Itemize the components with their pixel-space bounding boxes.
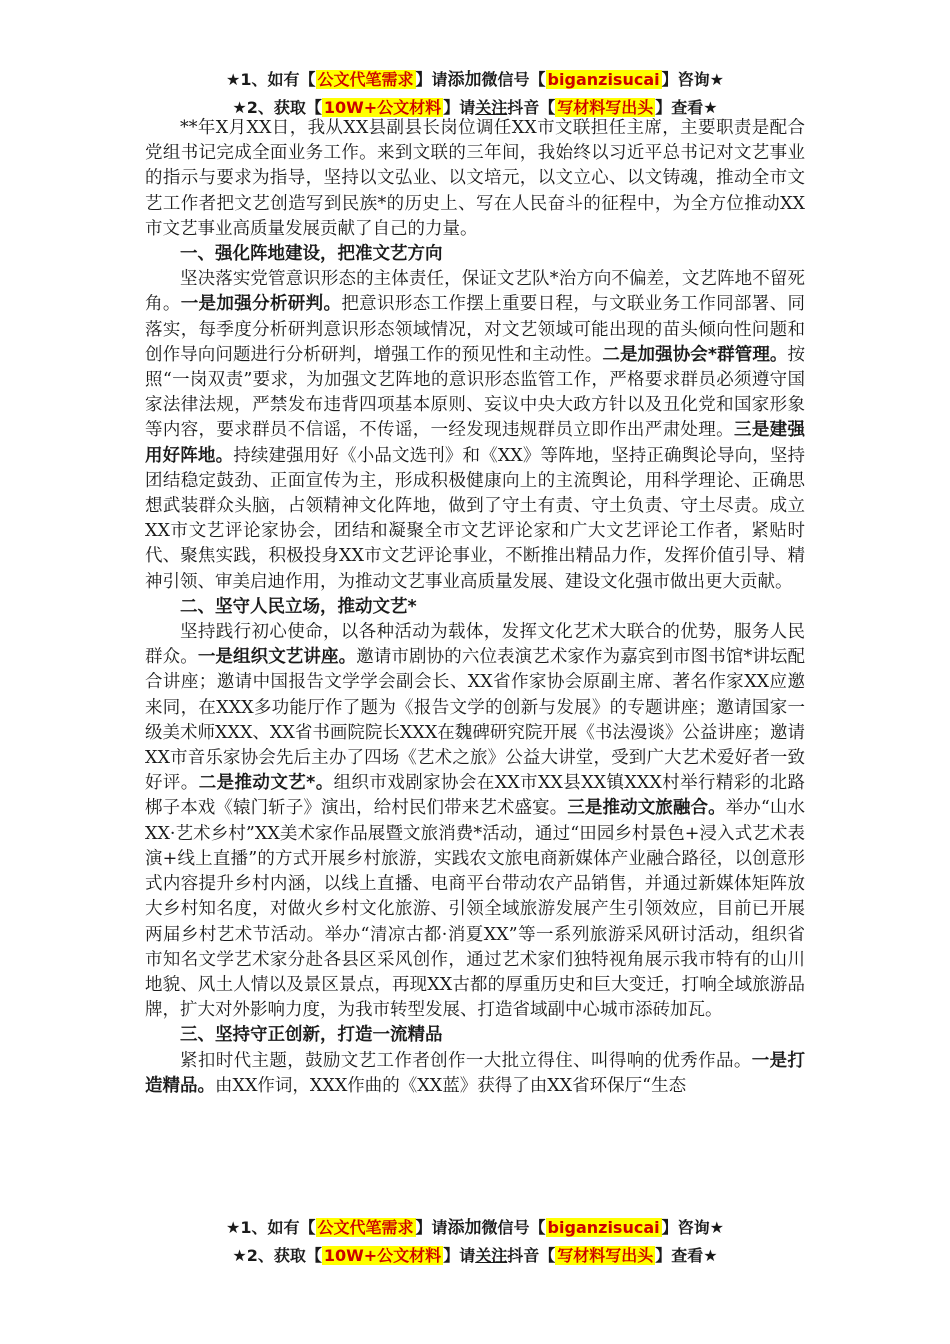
text: 持续建强用好《小品文选刊》和《XX》等阵地，坚持正确舆论导向，坚持团结稳定鼓劲、正面宣传为主，形成积极健康向上的主流舆论，用科学理论、正确思想武装群众头脑，占领精神文化阵地，做到了守土有责、守土负责、守土尽责。成立XX市文艺评论家协会，团结和凝聚全市文艺评论家和广大文艺评论工作者，紧贴时代、聚焦实践，积极投身XX市文艺评论事业，不断推出精品力作，发挥价值引导、精神引领、审美启迪作用，为推动文艺事业高质量发展、建设文化强市做出更大贡献。 [145,445,806,592]
banner-text: 微信号【 [481,70,546,89]
text: 由XX作词，XXX作曲的《XX蓝》获得了由XX省环保厅“生态 [215,1075,687,1096]
text: 举办“山水XX·艺术乡村”XX美术家作品展暨文旅消费*活动，通过“田园乡村景色+浸入式艺术表演+线上直播”的方式开展乡村旅游，实践农文旅电商新媒体产业融合路径，以创意形式内容提升乡村内涵，以线上直播、电商平台带动农产品销售，并通过新媒体矩阵放大乡村知名度，对做火乡村文化旅游、引领全域旅游发展产生引领效应，目前已开展两届乡村艺术节活动。举办“清凉古都·消夏XX”等一系列旅游采风研讨活动，组织省市知名文学艺术家分赴各县区采风创作，通过艺术家们独特视角展示我市特有的山川地貌、风土人情以及景区景点，再现XX古都的厚重历史和巨大变迁，打响全域旅游品牌，扩大对外影响力度，为我市转型发展、打造省域副中心城市添砖加瓦。 [145,798,806,1021]
bold-lead: 二是推动文艺*。 [198,773,334,794]
banner-highlight: 公文代笔需求 [317,1218,414,1237]
banner-text: ★2、获取【 [232,1246,322,1265]
document-body [145,116,805,1099]
banner-text: 微信号【 [481,1218,546,1237]
bottom-banner [0,1214,950,1270]
section-heading-2: 二、坚守人民立场，推动文艺* [180,596,417,617]
banner-text: 】咨询★ [661,1218,724,1237]
banner-text: 添加 [447,1218,482,1238]
banner-text: 抖音【 [507,1246,556,1265]
banner-text: 关注 [475,1246,508,1265]
banner-highlight: 10W+公文材料 [323,98,442,117]
wechat-id-highlight: biganzisucai [547,70,660,89]
bold-lead: 二是加强协会*群管理。 [602,344,788,365]
text: 把意识形态工作摆上重要日程，与文联业务工作同部署、同落实，每季度分析研判意识形态领域情况，对文艺领域可能出现的苗头倾向性问题和创作导向问题进行分析研判，增强工作的预见性和主动性。 [145,294,806,365]
bold-lead: 一是组织文艺讲座。 [197,647,357,668]
banner-text: ★1、如有【 [226,70,316,89]
text: 按照“一岗双责”要求，为加强文艺阵地的意识形态监管工作，严格要求群员必须遵守国家法律法规，严禁发布违背四项基本原则、妄议中央大政方针以及丑化党和国家形象等内容，要求群员不信谣，不传谣，一经发现违规群员立即作出严肃处理。 [145,344,806,441]
banner-text: 】查看★ [655,98,718,117]
banner-text: 】咨询★ [661,70,724,89]
text: 坚决落实党管意识形态的主体责任，保证文艺队*治方向不偏差，文艺阵地不留死角。 [145,269,805,315]
banner-text: ★2、获取【 [232,98,322,117]
wechat-id-highlight: biganzisucai [547,1218,660,1237]
banner-line-1 [0,1214,950,1242]
banner-text: 】请 [443,98,476,117]
banner-text: 】查看★ [655,1246,718,1265]
text: 坚持践行初心使命，以各种活动为载体，发挥文化艺术大联合的优势，服务人民群众。 [145,622,805,668]
banner-text: 抖音【 [507,98,556,117]
text: 组织市戏剧家协会在XX市XX县XX镇XXX村举行精彩的北路梆子本戏《辕门斩子》演出，给村民们带来艺术盛宴。 [145,773,806,819]
bold-lead: 一是加强分析研判。 [180,294,342,315]
top-banner [0,66,950,122]
section-3-paragraph [145,1049,805,1099]
banner-text: 添加 [447,70,482,90]
section-heading-3: 三、坚持守正创新，打造一流精品 [180,1025,443,1046]
banner-text: 】请 [443,1246,476,1265]
bold-lead: 三是建强用好阵地。 [145,420,806,466]
douyin-highlight: 写材料写出头 [557,1246,654,1265]
douyin-highlight: 写材料写出头 [557,98,654,117]
bold-lead: 一是打造精品。 [145,1050,806,1096]
banner-line-2 [0,1242,950,1270]
banner-line-1 [0,66,950,94]
banner-text: 】请 [415,70,448,89]
section-heading-1: 一、强化阵地建设，把准文艺方向 [180,244,443,265]
intro-paragraph: **年X月XX日，我从XX县副县长岗位调任XX市文联担任主席，主要职责是配合党组书记完成全面业务工作。来到文联的三年间，我始终以习近平总书记对文艺事业的指示与要求为指导，坚持以文弘业、以文培元，以文立心、以文铸魂，推动全市文艺工作者把文艺创造写到民族*的历史上、写在人民奋斗的征程中，为全方位推动XX市文艺事业高质量发展贡献了自己的力量。 [145,118,805,239]
section-1-paragraph [145,267,805,595]
banner-text: 关注 [475,98,508,117]
text: 邀请市剧协的六位表演艺术家作为嘉宾到市图书馆*讲坛配合讲座；邀请中国报告文学学会副会长、XX省作家协会原副主席、著名作家XX应邀来同，在XXX多功能厅作了题为《报告文学的创新与发展》的专题讲座；邀请国家一级美术师XXX、XX省书画院院长XXX在魏碑研究院开展《书法漫谈》公益讲座；邀请XX市音乐家协会先后主办了四场《艺术之旅》公益大讲堂，受到广大艺术爱好者一致好评。 [145,647,806,794]
banner-text: ★1、如有【 [226,1218,316,1237]
bold-lead: 三是推动文旅融合。 [567,798,726,819]
banner-text: 】请 [415,1218,448,1237]
section-2-paragraph [145,620,805,1023]
text: 紧扣时代主题，鼓励文艺工作者创作一大批立得住、叫得响的优秀作品。 [180,1050,752,1071]
banner-highlight: 10W+公文材料 [323,1246,442,1265]
banner-highlight: 公文代笔需求 [317,70,414,89]
